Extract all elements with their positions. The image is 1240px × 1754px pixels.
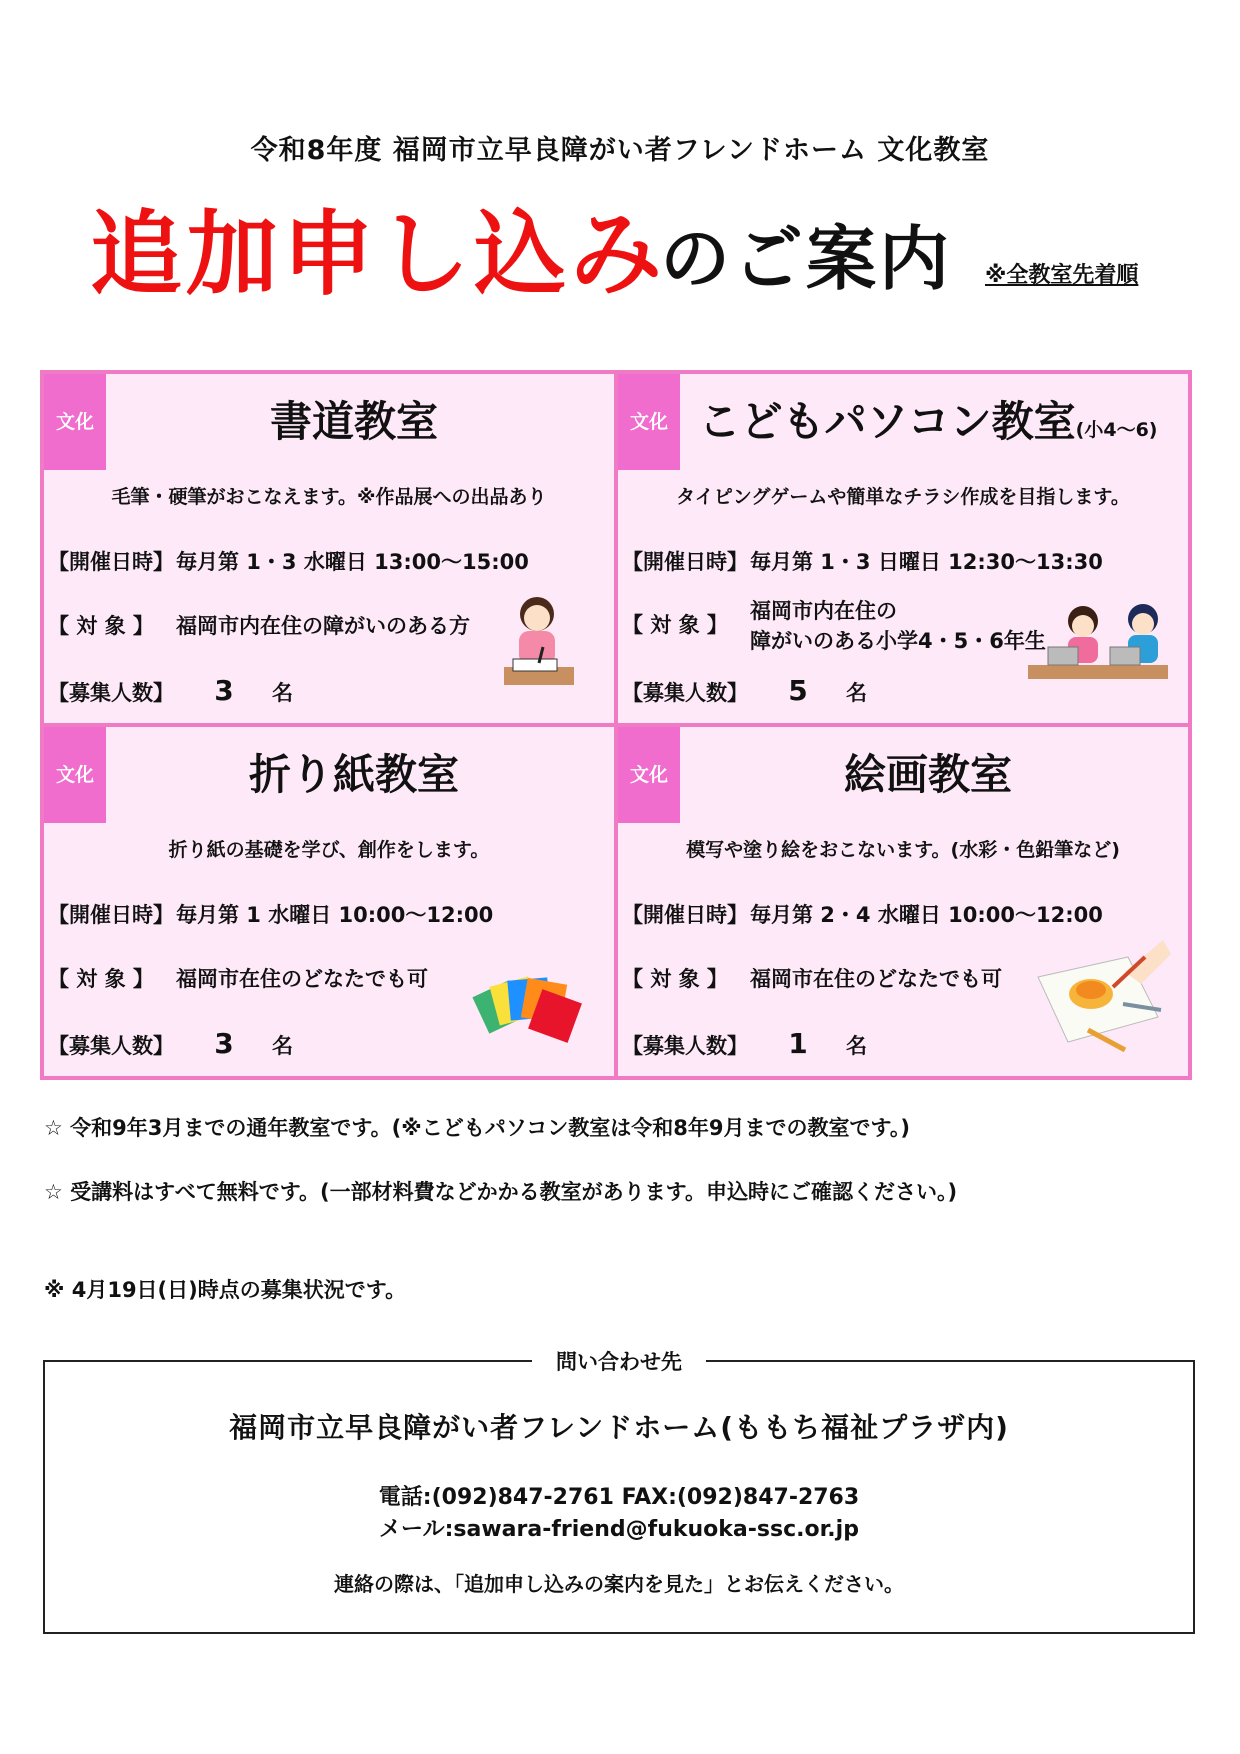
class-title: 書道教室 — [269, 397, 438, 446]
contact-organization: 福岡市立早良障がい者フレンドホーム(ももち福祉プラザ内) — [229, 1411, 1009, 1444]
category-tag: 文化 — [44, 727, 106, 823]
title-red-text: 追加申し込み — [90, 201, 667, 308]
first-come-note: ※全教室先着順 — [985, 263, 1139, 288]
title-black-text: のご案内 — [660, 218, 952, 300]
contact-email: メール:sawara-friend@fukuoka-ssc.or.jp — [379, 1517, 859, 1542]
calligraphy-illustration — [499, 589, 579, 694]
target-value: 福岡市内在住の — [750, 599, 897, 623]
target-row — [48, 963, 428, 993]
target-row — [622, 963, 1002, 993]
schedule-row — [48, 546, 529, 576]
title-area — [90, 200, 1190, 310]
class-card-painting — [618, 727, 1188, 1076]
class-description: 折り紙の基礎を学び、創作をします。 — [168, 839, 490, 861]
category-tag: 文化 — [618, 727, 680, 823]
capacity-value: 3 — [214, 674, 234, 707]
page-header: 令和8年度 福岡市立早良障がい者フレンドホーム 文化教室 — [250, 135, 990, 166]
class-title: 絵画教室 — [843, 750, 1012, 799]
schedule-row — [622, 546, 1103, 576]
class-title-grade: (小4～6) — [1075, 419, 1158, 441]
class-description: 模写や塗り絵をおこないます。(水彩・色鉛筆など) — [686, 839, 1120, 861]
class-card-calligraphy — [44, 374, 614, 723]
class-title: 折り紙教室 — [248, 750, 459, 799]
capacity-row — [48, 674, 293, 707]
capacity-label: 【募集人数】 — [622, 681, 748, 705]
schedule-row — [48, 899, 493, 929]
class-title-main: こどもパソコン教室 — [698, 397, 1076, 446]
capacity-row — [622, 1027, 867, 1060]
class-description: タイピングゲームや簡単なチラシ作成を目指します。 — [676, 486, 1130, 508]
class-grid — [40, 370, 1192, 1080]
contact-box — [43, 1350, 1195, 1634]
schedule-row — [622, 899, 1103, 929]
category-tag: 文化 — [618, 374, 680, 470]
capacity-unit: 名 — [272, 681, 293, 705]
capacity-label: 【募集人数】 — [48, 1034, 174, 1058]
schedule-value: 毎月第 1・3 日曜日 12:30～13:30 — [750, 550, 1103, 574]
schedule-label: 【開催日時】 — [48, 550, 174, 574]
note-free-tuition: ☆ 受講料はすべて無料です。(一部材料費などかかる教室があります。申込時にご確認ください。) — [44, 1180, 958, 1204]
kids-computer-illustration — [1028, 599, 1178, 689]
target-label: 【 対 象 】 — [48, 614, 154, 638]
capacity-label: 【募集人数】 — [48, 681, 174, 705]
target-value-line2: 障がいのある小学4・5・6年生 — [750, 629, 1046, 653]
contact-phone-fax: 電話:(092)847-2761 FAX:(092)847-2763 — [378, 1485, 860, 1510]
target-value: 福岡市在住のどなたでも可 — [176, 967, 428, 991]
contact-message: 連絡の際は、「追加申し込みの案内を見た」とお伝えください。 — [334, 1572, 904, 1596]
target-value: 福岡市内在住の障がいのある方 — [176, 614, 470, 638]
capacity-row — [622, 674, 867, 707]
schedule-value: 毎月第 1 水曜日 10:00～12:00 — [176, 903, 494, 927]
target-label: 【 対 象 】 — [48, 967, 154, 991]
target-row — [48, 610, 470, 640]
target-value: 福岡市在住のどなたでも可 — [750, 967, 1002, 991]
schedule-value: 毎月第 1・3 水曜日 13:00～15:00 — [176, 550, 529, 574]
class-description: 毛筆・硬筆がおこなえます。※作品展への出品あり — [111, 486, 547, 508]
target-label: 【 対 象 】 — [622, 613, 728, 637]
capacity-row — [48, 1027, 293, 1060]
schedule-label: 【開催日時】 — [622, 550, 748, 574]
capacity-value: 5 — [788, 674, 808, 707]
class-card-kids-computer — [618, 374, 1188, 723]
schedule-label: 【開催日時】 — [622, 903, 748, 927]
capacity-label: 【募集人数】 — [622, 1034, 748, 1058]
capacity-value: 1 — [788, 1027, 808, 1060]
note-year-round: ☆ 令和9年3月までの通年教室です。(※こどもパソコン教室は令和8年9月までの教室です。) — [44, 1116, 910, 1140]
painting-illustration — [1033, 932, 1173, 1052]
target-label: 【 対 象 】 — [622, 967, 728, 991]
class-card-origami — [44, 727, 614, 1076]
category-tag: 文化 — [44, 374, 106, 470]
target-row — [622, 596, 1046, 656]
class-title — [688, 386, 1168, 466]
capacity-unit: 名 — [846, 1034, 867, 1058]
schedule-label: 【開催日時】 — [48, 903, 174, 927]
contact-legend: 問い合わせ先 — [532, 1350, 706, 1374]
capacity-unit: 名 — [846, 681, 867, 705]
capacity-value: 3 — [214, 1027, 234, 1060]
capacity-unit: 名 — [272, 1034, 293, 1058]
origami-illustration — [469, 967, 589, 1047]
note-status-date: ※ 4月19日(日)時点の募集状況です。 — [44, 1278, 407, 1302]
schedule-value: 毎月第 2・4 水曜日 10:00～12:00 — [750, 903, 1103, 927]
